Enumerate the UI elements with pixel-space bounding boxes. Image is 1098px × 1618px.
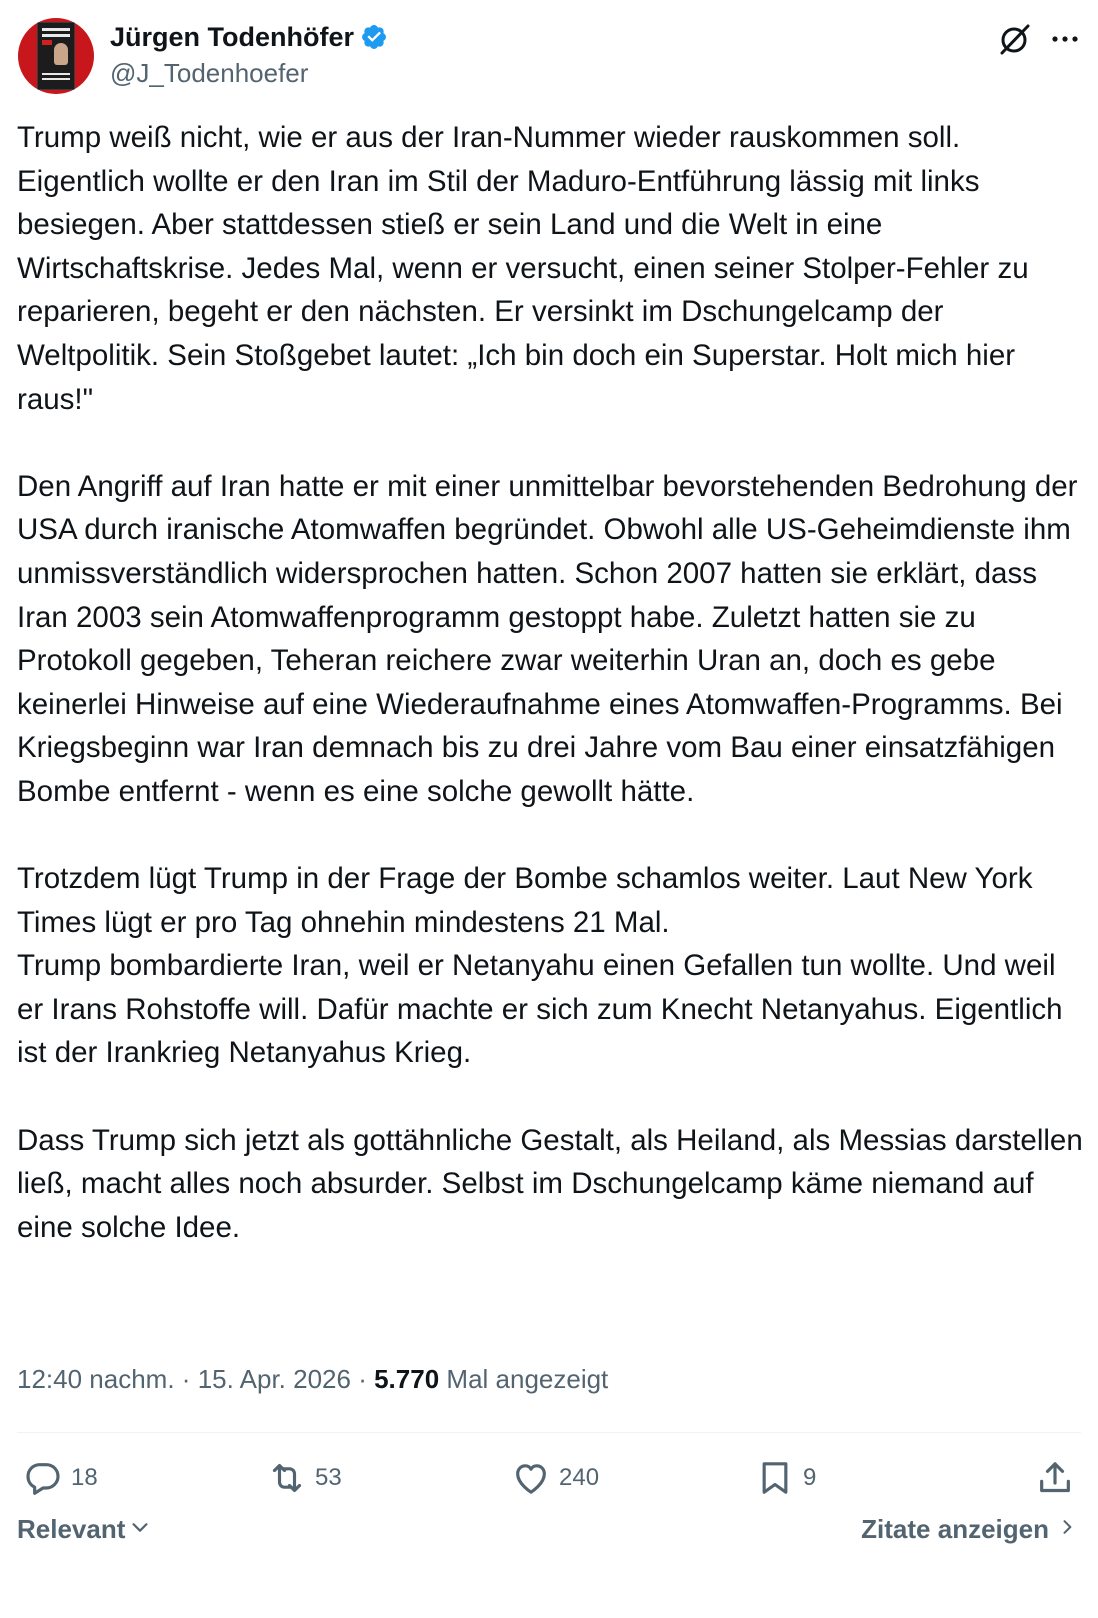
tweet-date[interactable]: 15. Apr. 2026: [197, 1364, 351, 1394]
reply-count: 18: [71, 1464, 98, 1491]
repost-button[interactable]: [267, 1452, 342, 1504]
avatar[interactable]: [18, 18, 94, 94]
bookmark-button[interactable]: [755, 1452, 816, 1504]
meta-separator: ·: [181, 1364, 191, 1394]
meta-separator: ·: [358, 1364, 367, 1394]
share-icon: [1035, 1458, 1075, 1498]
tweet-paragraph: Den Angriff auf Iran hatte er mit einer unmittelbar bevorstehenden Bedrohung der USA durch iranische Atomwaffen begründet. Obwohl alle US-Geheimdienste ihm unmissverständlich widersprochen hatten. Schon 2007 hatten sie erklärt, dass Iran 2003 sein Atomwaffenprogramm gestoppt habe. Zuletzt hatten sie zu Protokoll gegeben, Teheran reichere zwar weiterhin Uran an, doch es gebe keinerlei Hinweise auf eine Wiederaufnahme eines Atomwaffen-Programms. Bei Kriegsbeginn war Iran demnach bis zu drei Jahre vom Bau einer einsatzfähigen Bombe entfernt - wenn es eine solche gewollt hätte.: [17, 469, 1086, 808]
more-options-icon[interactable]: [1050, 34, 1080, 44]
bookmark-count: 9: [803, 1464, 817, 1491]
replies-footer: [17, 1514, 1081, 1554]
top-actions: [998, 22, 1080, 56]
tweet-paragraph: Dass Trump sich jetzt als gottähnliche Gestalt, als Heiland, als Messias darstellen ließ, macht alles noch absurder. Selbst im Dschungelcamp käme niemand auf eine solche Idee.: [17, 1123, 1091, 1244]
reply-icon: [23, 1458, 63, 1498]
book-cover-icon: [37, 22, 75, 90]
like-count: 240: [559, 1464, 600, 1491]
divider: [17, 1432, 1081, 1433]
like-button[interactable]: [511, 1452, 599, 1504]
grok-icon[interactable]: [998, 22, 1032, 56]
sort-dropdown[interactable]: [17, 1514, 151, 1545]
action-bar: [17, 1452, 1081, 1504]
views-label[interactable]: Mal angezeigt: [446, 1364, 609, 1394]
author-name[interactable]: Jürgen Todenhöfer: [110, 21, 355, 52]
views-count[interactable]: 5.770: [374, 1364, 440, 1394]
share-button[interactable]: [1035, 1452, 1075, 1504]
bookmark-icon: [755, 1458, 795, 1498]
tweet-paragraph: Trump weiß nicht, wie er aus der Iran-Nummer wieder rauskommen soll. Eigentlich wollte er den Iran im Stil der Maduro-Entführung lässig mit links besiegen. Aber stattdessen stieß er sein Land und die Welt in eine Wirtschaftskrise. Jedes Mal, wenn er versucht, einen seiner Stolper-Fehler zu reparieren, begeht er den nächsten. Er versinkt im Dschungelcamp der Weltpolitik. Sein Stoßgebet lautet: „Ich bin doch ein Superstar. Holt mich hier raus!": [17, 121, 1037, 416]
heart-icon: [511, 1458, 551, 1498]
tweet-text: [17, 116, 1091, 1249]
tweet-paragraph: Trotzdem lügt Trump in der Frage der Bombe schamlos weiter. Laut New York Times lügt er pro Tag ohnehin mindestens 21 Mal. Trump bombardierte Iran, weil er Netanyahu einen Gefallen tun wollte. Und weil er Irans Rohstoffe will. Dafür machte er sich zum Knecht Netanyahus. Eigentlich ist der Irankrieg Netanyahus Krieg.: [17, 862, 1063, 1070]
tweet-time[interactable]: 12:40 nachm.: [17, 1364, 175, 1394]
tweet-header: [18, 18, 1080, 94]
sort-label: Relevant: [17, 1514, 126, 1544]
repost-icon: [267, 1458, 307, 1498]
quotes-label: Zitate anzeigen: [861, 1514, 1049, 1544]
reply-button[interactable]: [23, 1452, 98, 1504]
chevron-down-icon: [129, 1514, 151, 1545]
repost-count: 53: [315, 1464, 342, 1491]
tweet-meta: [17, 1364, 608, 1395]
author-block: [110, 20, 388, 89]
view-quotes-link[interactable]: [861, 1514, 1077, 1545]
author-handle[interactable]: @J_Todenhoefer: [110, 58, 309, 88]
verified-badge-icon[interactable]: [360, 23, 388, 51]
chevron-right-icon: [1057, 1514, 1077, 1545]
